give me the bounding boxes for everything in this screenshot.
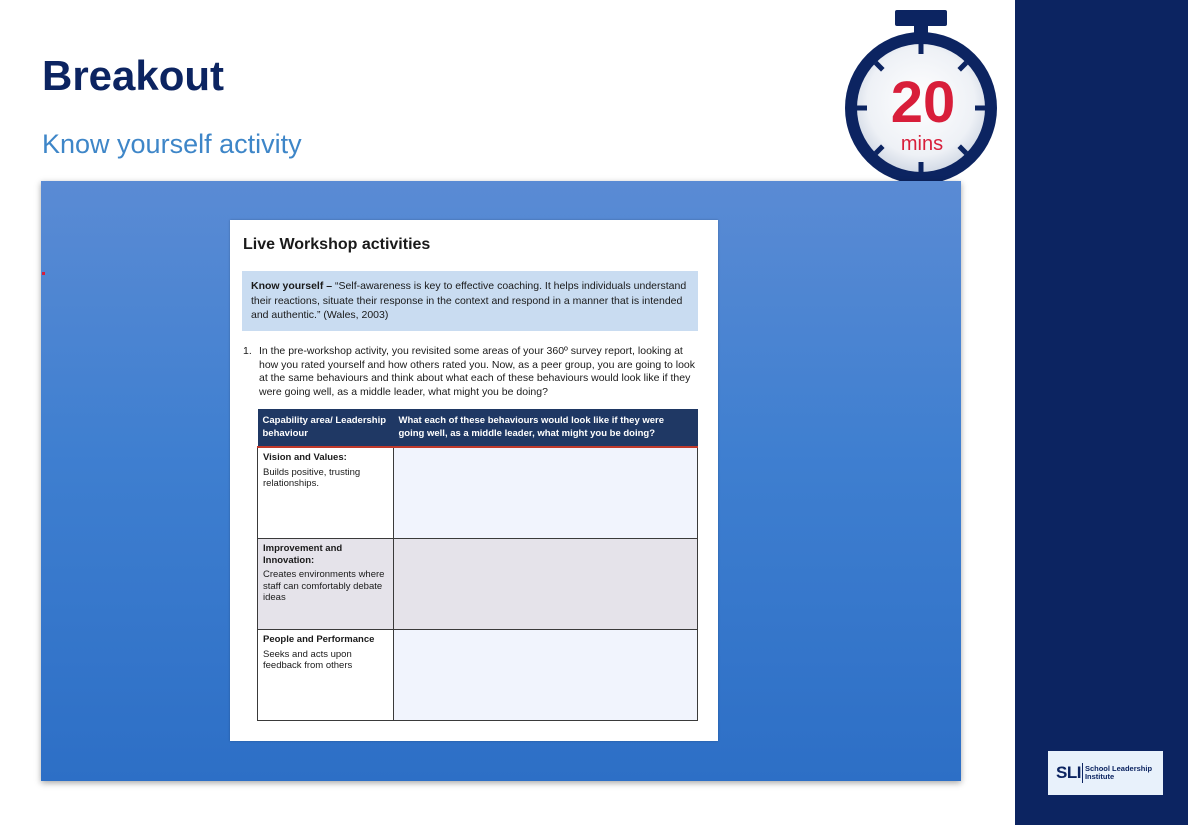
table-row: [258, 630, 698, 721]
capability-area: Improvement and Innovation:: [263, 543, 343, 566]
know-yourself-quote: [242, 271, 698, 331]
sli-logo: [1048, 751, 1163, 795]
capability-area: People and Performance: [263, 634, 375, 645]
table-cell-capability: [258, 630, 394, 721]
cursor-dot: [42, 272, 45, 275]
table-header-capability: Capability area/ Leadership behaviour: [258, 409, 394, 447]
timer-value: 20: [890, 70, 956, 135]
logo-divider: [1082, 763, 1083, 783]
stopwatch-timer: [842, 8, 1002, 186]
slide-subtitle: Know yourself activity: [42, 129, 302, 159]
table-row: [258, 539, 698, 630]
table-row: [258, 447, 698, 539]
capability-behaviour: Seeks and acts upon feedback from others: [263, 648, 353, 671]
activity-screenshot-panel: [41, 181, 961, 781]
instruction-text: In the pre-workshop activity, you revisited some areas of your 360º survey report, looking at how you rated yourself and how others rated you. Now, as a peer group, you are going to look at the same behaviours and think about what each of these behaviours would look like if they were going well, as a middle leader, what might you be doing?: [259, 345, 696, 398]
capability-area: Vision and Values:: [263, 452, 347, 463]
table-cell-capability: [258, 539, 394, 630]
instruction-item: [243, 345, 703, 399]
logo-name: School Leadership Institute: [1084, 764, 1153, 781]
capability-table: [257, 409, 698, 721]
table-cell-response[interactable]: [394, 539, 698, 630]
capability-behaviour: Creates environments where staff can comfortably debate ideas: [263, 569, 385, 603]
instruction-number: 1.: [243, 345, 252, 357]
quote-lead: Know yourself –: [251, 280, 333, 292]
stopwatch-icon: [842, 8, 1002, 186]
table-header-behaviours: What each of these behaviours would look like if they were going well, as a middle leader, what might you be doing?: [394, 409, 698, 447]
table-cell-response[interactable]: [394, 447, 698, 539]
workshop-document: [230, 220, 718, 741]
table-cell-response[interactable]: [394, 630, 698, 721]
slide-title: Breakout: [42, 52, 225, 99]
table-header-row: [258, 409, 698, 447]
table-cell-capability: [258, 447, 394, 539]
right-sidebar-band: [1015, 0, 1188, 825]
quote-text: “Self-awareness is key to effective coaching. It helps individuals understand their reactions, situate their response in the context and respond in a manner that is intended and authentic.” (Wales, 2003): [251, 280, 687, 321]
timer-unit: mins: [900, 133, 944, 155]
document-title: Live Workshop activities: [243, 236, 431, 253]
logo-mark: SLI: [1056, 763, 1081, 782]
capability-behaviour: Builds positive, trusting relationships.: [263, 466, 361, 489]
